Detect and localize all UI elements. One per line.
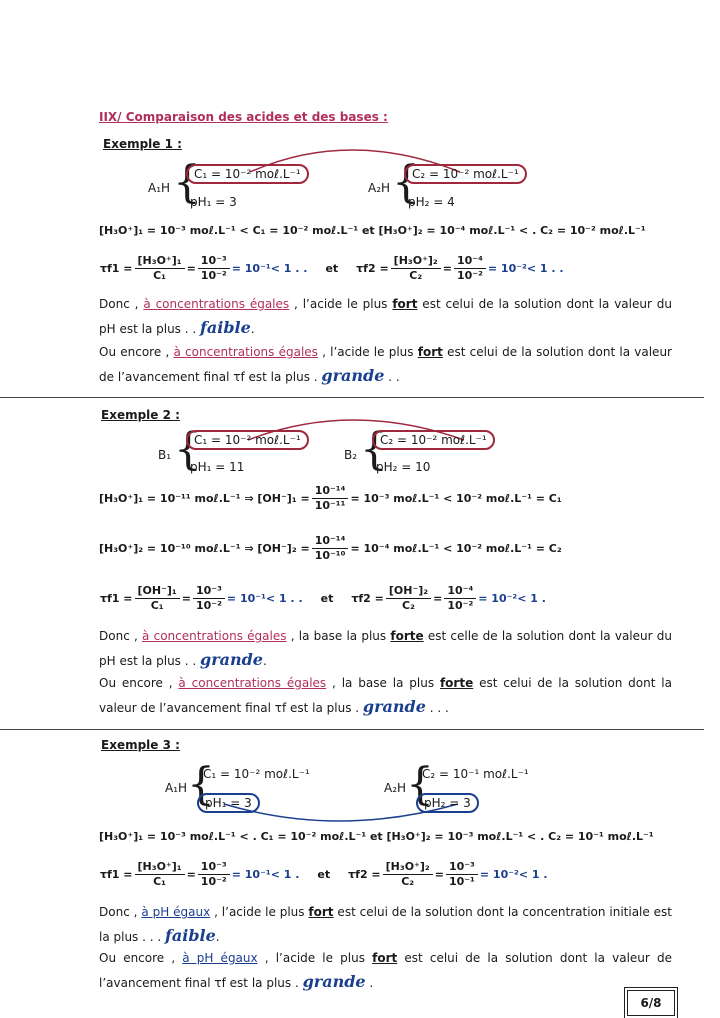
example-1-label: Exemple 1 : — [103, 137, 182, 151]
brace-icon: { — [406, 759, 434, 810]
divider — [0, 397, 704, 398]
brace-icon: { — [173, 157, 201, 208]
ex1-conclusion-2: Ou encore , à concentrations égales , l’acide le plus fort est celui de la solution dont la valeur de l’avancement final τf est la plus . grande . . — [99, 345, 672, 385]
brace-icon: { — [360, 424, 388, 475]
brace-icon: { — [392, 157, 420, 208]
ex2-oh-line-1: [H₃O⁺]₁ = 10⁻¹¹ moℓ.L⁻¹ ⇒ [OH⁻]₁ = $\frac{\text{10⁻¹⁴}}{\text{10⁻¹¹}}$ = 10⁻³ moℓ.L⁻¹ < 10⁻² moℓ.L⁻¹ = C₁ — [99, 483, 562, 512]
ex3-conclusion-1: Donc , à pH égaux , l’acide le plus fort est celui de la solution dont la concentration initiale est la plus . . . faible. — [99, 905, 672, 945]
ex3-tau-line: τf1 = $\frac{\text{[H₃O⁺]₁}}{\text{C₁}}$ = $\frac{\text{10⁻³}}{\text{10⁻²}}$ = 10⁻¹< 1 . et τf2 = $\frac{\text{[H₃O⁺]₂}}{\text{C₂}}$ = $\frac{\text{10⁻³}}{\text{10⁻¹}}$ = 10⁻²< 1 . — [100, 859, 548, 888]
ex1-tau-line: τf1 = $\frac{\text{[H₃O⁺]₁}}{\text{C₁}}$ = $\frac{\text{10⁻³}}{\text{10⁻²}}$ = 10⁻¹< 1 . . et τf2 = $\frac{\text{[H₃O⁺]₂}}{\text{C₂}}$ = $\frac{\text{10⁻⁴}}{\text{10⁻²}}$ = 10⁻²< 1 . . — [100, 253, 564, 282]
ex1-concentration-line: [H₃O⁺]₁ = 10⁻³ moℓ.L⁻¹ < C₁ = 10⁻² moℓ.L⁻¹ et [H₃O⁺]₂ = 10⁻⁴ moℓ.L⁻¹ < . C₂ = 10⁻² moℓ.L⁻¹ — [99, 224, 646, 237]
example-3-label: Exemple 3 : — [101, 738, 180, 752]
ex2-conclusion-2: Ou encore , à concentrations égales , la base la plus forte est celui de la solution dont la valeur de l’avancement final τf est la plus . grande . . . — [99, 676, 672, 716]
divider — [0, 729, 704, 730]
example-2-label: Exemple 2 : — [101, 408, 180, 422]
brace-icon: { — [187, 759, 215, 810]
ex2-conclusion-1: Donc , à concentrations égales , la base la plus forte est celle de la solution dont la valeur du pH est la plus . . grande. — [99, 629, 672, 669]
section-title: IIX/ Comparaison des acides et des bases : — [99, 110, 388, 124]
ex3-conclusion-2: Ou encore , à pH égaux , l’acide le plus fort est celui de la solution dont la valeur de l’avancement final τf est la plus . grande . — [99, 951, 672, 991]
page-number: 6/8 — [627, 990, 675, 1016]
brace-icon: { — [174, 424, 202, 475]
ex3-concentration-line: [H₃O⁺]₁ = 10⁻³ moℓ.L⁻¹ < . C₁ = 10⁻² moℓ.L⁻¹ et [H₃O⁺]₂ = 10⁻³ moℓ.L⁻¹ < . C₂ = 10⁻¹ moℓ.L⁻¹ — [99, 830, 654, 843]
ex2-oh-line-2: [H₃O⁺]₂ = 10⁻¹⁰ moℓ.L⁻¹ ⇒ [OH⁻]₂ = $\frac{\text{10⁻¹⁴}}{\text{10⁻¹⁰}}$ = 10⁻⁴ moℓ.L⁻¹ < 10⁻² moℓ.L⁻¹ = C₂ — [99, 533, 562, 562]
ex1-conclusion-1: Donc , à concentrations égales , l’acide le plus fort est celui de la solution dont la valeur du pH est la plus . . faible. — [99, 297, 672, 337]
ex2-tau-line: τf1 = $\frac{\text{[OH⁻]₁}}{\text{C₁}}$ = $\frac{\text{10⁻³}}{\text{10⁻²}}$ = 10⁻¹< 1 . . et τf2 = $\frac{\text{[OH⁻]₂}}{\text{C₂}}$ = $\frac{\text{10⁻⁴}}{\text{10⁻²}}$ = 10⁻²< 1 . — [100, 583, 546, 612]
